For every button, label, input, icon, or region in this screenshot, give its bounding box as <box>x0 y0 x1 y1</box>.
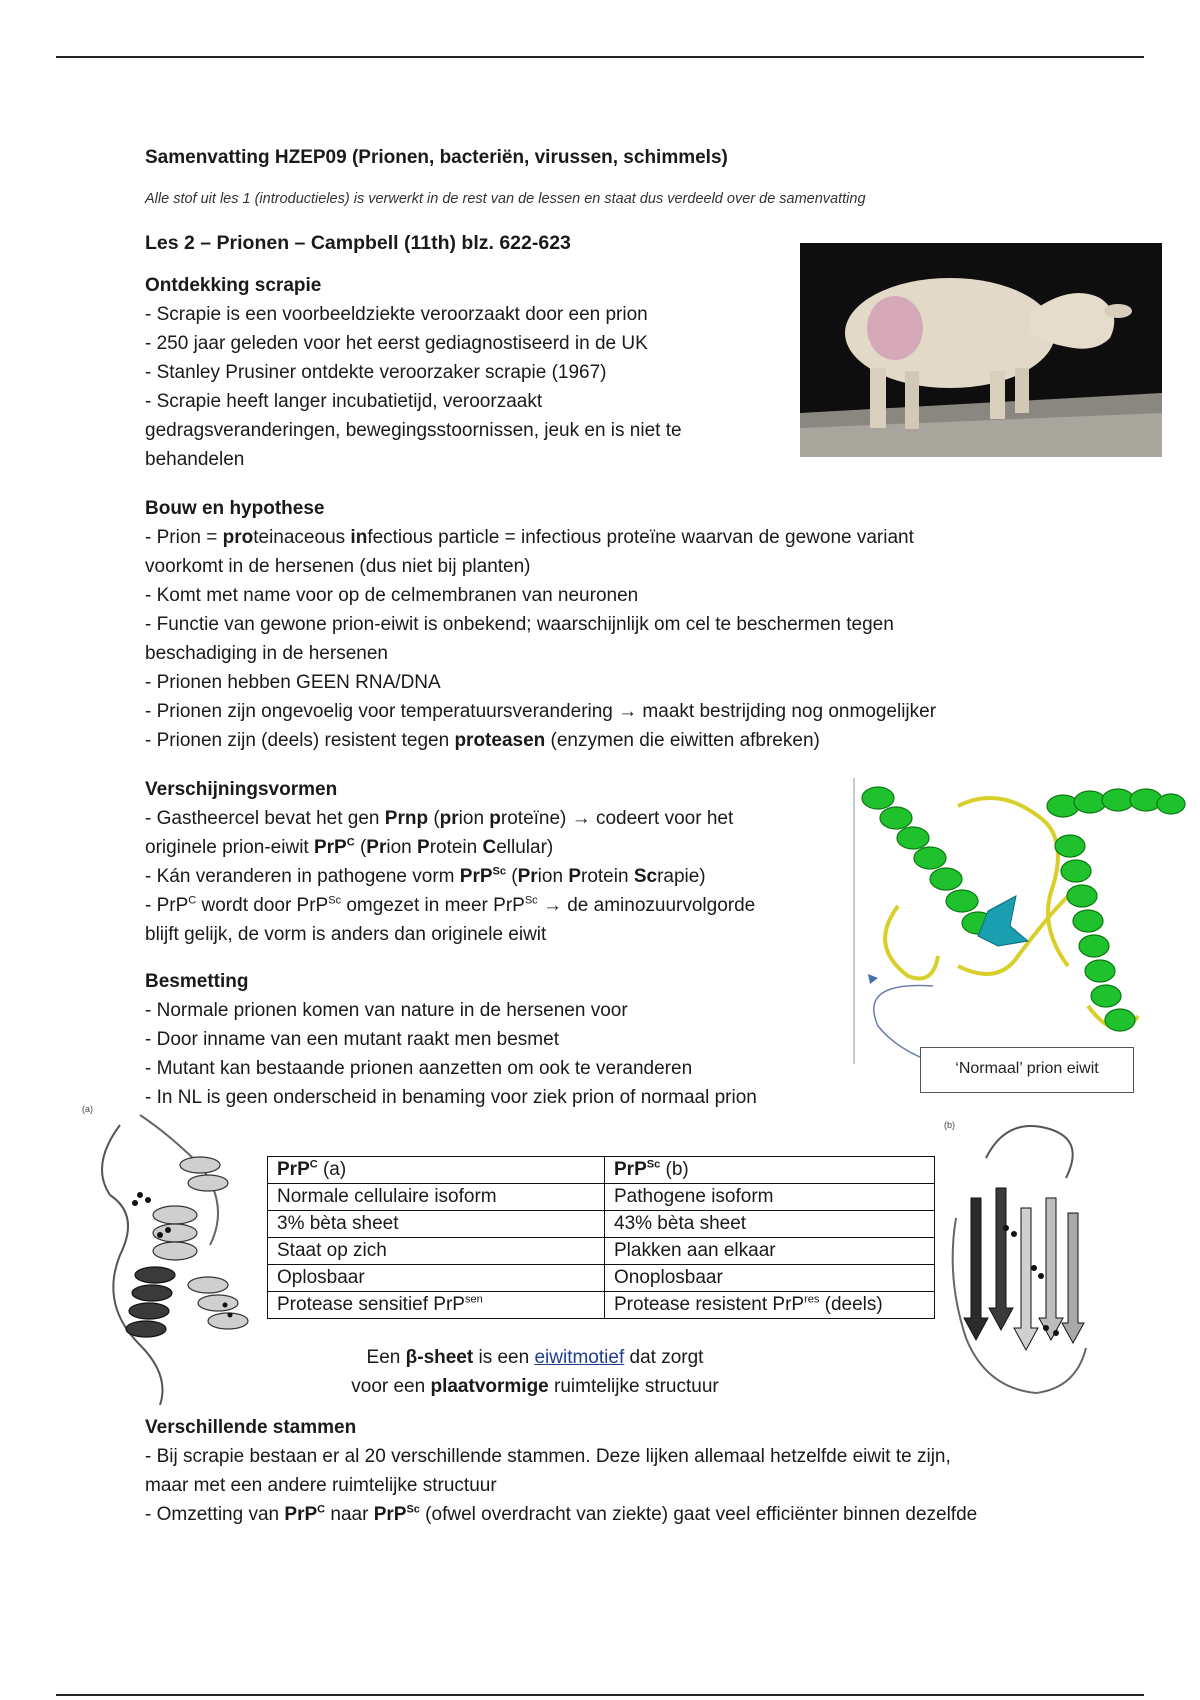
intro-note: Alle stof uit les 1 (introductieles) is verwerkt in de rest van de lessen en staat dus verdeeld over de samenvatting <box>145 191 866 207</box>
table-row <box>268 1265 935 1292</box>
header-cell-prpsc: PrP$^{Sc}$ (b) <box>605 1157 935 1184</box>
structure-a-label: (a) <box>82 1104 93 1114</box>
document-title: Samenvatting HZEP09 (Prionen, bacteriën, virussen, schimmels) <box>145 147 728 168</box>
table-header-row <box>268 1157 935 1184</box>
table-cell: Oplosbaar <box>268 1265 605 1292</box>
text-line: blijft gelijk, de vorm is anders dan originele eiwit <box>145 924 547 945</box>
table-cell: Onoplosbaar <box>605 1265 935 1292</box>
normal-prion-structure-figure <box>838 776 1194 1066</box>
table-row <box>268 1184 935 1211</box>
text-line: - Prionen zijn ongevoelig voor temperatuursverandering → maakt bestrijding nog onmogelijker <box>145 701 937 722</box>
table-row <box>268 1211 935 1238</box>
prp-c-structure-image <box>80 1105 255 1405</box>
figure-label: ‘Normaal’ prion eiwit <box>920 1047 1134 1093</box>
text-line: gedragsveranderingen, bewegingsstoornissen, jeuk en is niet te <box>145 420 682 441</box>
text-line: - In NL is geen onderscheid in benaming voor ziek prion of normaal prion <box>145 1087 757 1108</box>
table-cell: 43% bèta sheet <box>605 1211 935 1238</box>
text-line: - Prionen zijn (deels) resistent tegen proteasen (enzymen die eiwitten afbreken) <box>145 730 820 751</box>
text-line: - Kán veranderen in pathogene vorm PrP$^{Sc}$ (Prion Protein Scrapie) <box>145 865 706 887</box>
prp-sc-structure-image <box>946 1118 1096 1400</box>
section-verschijningsvormen <box>145 779 755 949</box>
text-line: - Prionen hebben GEEN RNA/DNA <box>145 672 441 693</box>
text-line: maar met een andere ruimtelijke structuur <box>145 1475 497 1496</box>
section-heading: Verschijningsvormen <box>145 779 338 800</box>
table-row <box>268 1238 935 1265</box>
text-line: - Gastheercel bevat het gen Prnp (prion proteïne) → codeert voor het <box>145 808 734 829</box>
section-heading: Ontdekking scrapie <box>145 275 322 296</box>
table-cell: 3% bèta sheet <box>268 1211 605 1238</box>
section-heading: Besmetting <box>145 971 249 992</box>
text-line: - Omzetting van PrP$^C$ naar PrP$^{Sc}$ (ofwel overdracht van ziekte) gaat veel efficiënter binnen dezelfde <box>145 1503 978 1525</box>
table-cell: Pathogene isoform <box>605 1184 935 1211</box>
beta-sheet-caption <box>300 1343 770 1401</box>
bottom-rule <box>56 1694 1144 1696</box>
section-heading: Bouw en hypothese <box>145 498 325 519</box>
table-cell: Plakken aan elkaar <box>605 1238 935 1265</box>
section-stammen <box>145 1417 977 1529</box>
text-line: - Prion = proteinaceous infectious particle = infectious proteïne waarvan de gewone variant <box>145 527 914 548</box>
text-line: originele prion-eiwit PrP$^C$ (Prion Protein Cellular) <box>145 836 554 858</box>
header-cell-prpc: PrP$^C$ (a) <box>268 1157 605 1184</box>
table-cell: Staat op zich <box>268 1238 605 1265</box>
text-line: - Door inname van een mutant raakt men besmet <box>145 1029 559 1050</box>
text-line: - Bij scrapie bestaan er al 20 verschillende stammen. Deze lijken allemaal hetzelfde eiwit te zijn, <box>145 1446 951 1467</box>
text-line: - 250 jaar geleden voor het eerst gediagnostiseerd in de UK <box>145 333 648 354</box>
structure-b-label: (b) <box>944 1120 955 1130</box>
table-cell: Protease resistent PrP$^{res}$ (deels) <box>605 1292 935 1319</box>
caption-line: voor een plaatvormige ruimtelijke structuur <box>351 1376 719 1397</box>
section-ontdekking <box>145 275 682 474</box>
text-line: - Functie van gewone prion-eiwit is onbekend; waarschijnlijk om cel te beschermen tegen <box>145 614 894 635</box>
section-besmetting <box>145 971 757 1112</box>
prp-comparison-table <box>267 1156 935 1319</box>
section-bouw <box>145 498 936 755</box>
text-line: voorkomt in de hersenen (dus niet bij planten) <box>145 556 531 577</box>
text-line: - Scrapie is een voorbeeldziekte veroorzaakt door een prion <box>145 304 648 325</box>
text-line: - Mutant kan bestaande prionen aanzetten om ook te veranderen <box>145 1058 693 1079</box>
text-line: - Scrapie heeft langer incubatietijd, veroorzaakt <box>145 391 543 412</box>
eiwitmotief-link[interactable]: eiwitmotief <box>534 1347 625 1368</box>
text-line: - Stanley Prusiner ontdekte veroorzaker scrapie (1967) <box>145 362 607 383</box>
table-cell: Protease sensitief PrP$^{sen}$ <box>268 1292 605 1319</box>
text-line: - Komt met name voor op de celmembranen van neuronen <box>145 585 639 606</box>
caption-line: Een β-sheet is een eiwitmotief dat zorgt <box>366 1347 704 1368</box>
table-cell: Normale cellulaire isoform <box>268 1184 605 1211</box>
text-line: - Normale prionen komen van nature in de hersenen voor <box>145 1000 628 1021</box>
section-heading: Verschillende stammen <box>145 1417 357 1438</box>
sheep-photo <box>800 243 1162 457</box>
text-line: beschadiging in de hersenen <box>145 643 388 664</box>
text-line: behandelen <box>145 449 245 470</box>
lesson-heading: Les 2 – Prionen – Campbell (11th) blz. 622-623 <box>145 232 571 254</box>
text-line: - PrP$^C$ wordt door PrP$^{Sc}$ omgezet in meer PrP$^{Sc}$ → de aminozuurvolgorde <box>145 894 756 916</box>
top-rule <box>56 56 1144 58</box>
table-row <box>268 1292 935 1319</box>
